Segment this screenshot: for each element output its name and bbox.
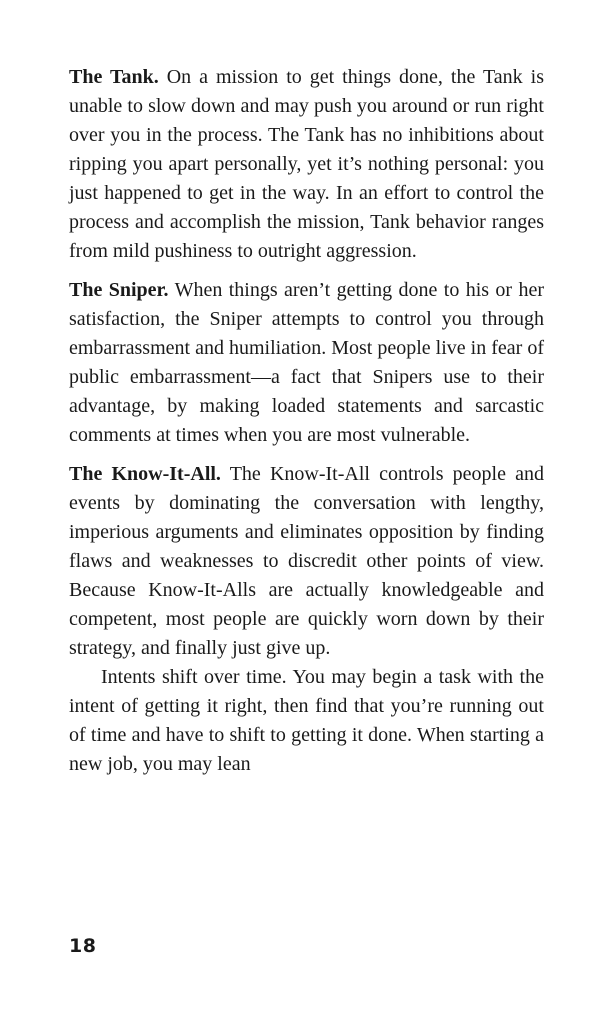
- page-number: 18: [69, 935, 97, 957]
- paragraph-know-it-all: [69, 460, 544, 663]
- term-heading-know-it-all: The Know-It-All.: [69, 463, 221, 485]
- paragraph-sniper: [69, 276, 544, 450]
- paragraph-text-tank: On a mission to get things done, the Tank is unable to slow down and may push you around or run right over you in the process. The Tank has no inhibitions about ripping you apart personally, yet it’s nothing personal: you just happened to get in the way. In an effort to control the process and accomplish the mission, Tank behavior ranges from mild pushiness to outright aggression.: [69, 66, 544, 262]
- body-text: [69, 63, 544, 779]
- paragraph-intents: Intents shift over time. You may begin a task with the intent of getting it right, then find that you’re running out of time and have to shift to getting it done. When starting a new job, you may lean: [69, 666, 544, 775]
- paragraph-text-sniper: When things aren’t getting done to his or her satisfaction, the Sniper attempts to control you through embarrassment and humiliation. Most people live in fear of public embarrassment—a fact that Snipers use to their advantage, by making loaded statements and sarcastic comments at times when you are most vulnerable.: [69, 279, 544, 446]
- term-heading-tank: The Tank.: [69, 66, 159, 88]
- paragraph-tank: [69, 63, 544, 266]
- paragraph-text-know-it-all: The Know-It-All controls people and events by dominating the conversation with lengthy, imperious arguments and eliminates opposition by finding flaws and weaknesses to discredit other points of view. Because Know-It-Alls are actually knowledgeable and competent, most people are quickly worn down by their strategy, and finally just give up.: [69, 463, 544, 659]
- term-heading-sniper: The Sniper.: [69, 279, 169, 301]
